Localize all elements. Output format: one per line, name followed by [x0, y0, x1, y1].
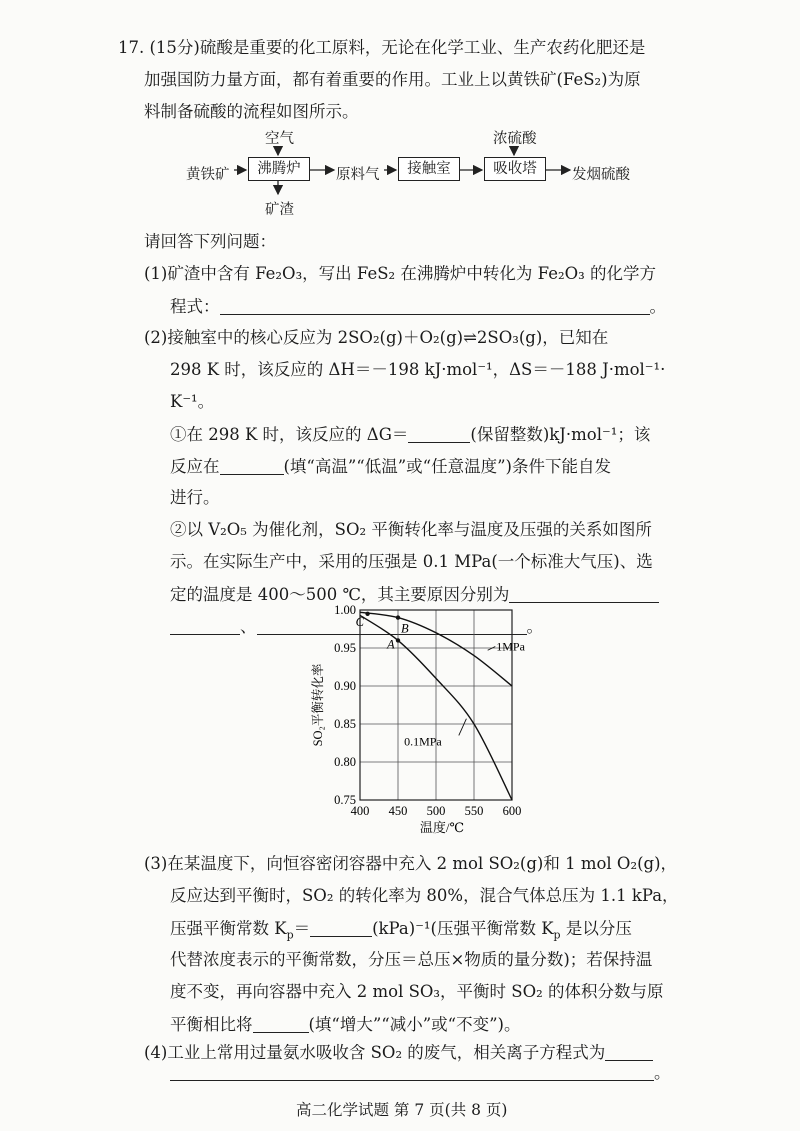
- flow-contact-box: 接触室: [398, 157, 460, 181]
- q3-line-4: 代替浓度表示的平衡常数，分压＝总压×物质的量分数)；若保持温: [170, 950, 653, 969]
- flow-gas: 原料气: [336, 167, 380, 183]
- q2-delta-g-blank[interactable]: [408, 426, 470, 443]
- flow-furnace-box: 沸腾炉: [248, 157, 310, 181]
- q3-text-6b: (填“增大”“减小”或“不变”)。: [308, 1015, 521, 1034]
- q4-line-1: [144, 1044, 653, 1062]
- point-label-B: B: [401, 621, 409, 636]
- q3-text-6a: 平衡相比将: [170, 1015, 253, 1034]
- q2-sub2-text-c: 定的温度是 400～500 ℃，其主要原因分别为: [170, 585, 510, 604]
- y-tick-label: 0.95: [334, 641, 356, 655]
- point-label-A: A: [387, 637, 395, 652]
- q1-end: 。: [649, 297, 666, 316]
- q2-line-2: 298 K 时，该反应的 ΔH＝－198 kJ·mol⁻¹，ΔS＝－188 J·mol⁻¹·: [170, 360, 666, 379]
- q2-sub1-line-2: [170, 458, 611, 476]
- q3-line-6: [170, 1016, 521, 1034]
- series-label-leader: [459, 719, 467, 736]
- q3-line-3: [170, 920, 632, 940]
- flow-absorber-box: 吸收塔: [484, 157, 546, 181]
- so2-conversion-chart: [300, 598, 540, 848]
- q1-line-1: (1)矿渣中含有 Fe₂O₃，写出 FeS₂ 在沸腾炉中转化为 Fe₂O₃ 的化学方: [144, 264, 656, 283]
- q3-text-c: (kPa)⁻¹(压强平衡常数 K: [372, 919, 554, 938]
- q2-temperature-blank[interactable]: [220, 458, 284, 475]
- q4-text: (4)工业上常用过量氨水吸收含 SO₂ 的废气，相关离子方程式为: [144, 1043, 606, 1062]
- y-tick-label: 0.75: [334, 793, 356, 807]
- x-tick-label: 500: [426, 804, 446, 818]
- q2-sub1-line-1: [170, 426, 650, 444]
- q2-sub2-line-1: ②以 V₂O₅ 为催化剂，SO₂ 平衡转化率与温度及压强的关系如图所: [170, 520, 652, 539]
- q3-kp-label: 压强平衡常数 K: [170, 919, 287, 938]
- data-point-A: [396, 638, 400, 642]
- q3-line-2: 反应达到平衡时，SO₂ 的转化率为 80%，混合气体总压为 1.1 kPa，: [170, 886, 679, 905]
- y-tick-label: 0.90: [334, 679, 356, 693]
- q2-sub2-line-2: 示。在实际生产中，采用的压强是 0.1 MPa(一个标准大气压)、选: [170, 552, 653, 571]
- q2-line-3: K⁻¹。: [170, 392, 215, 411]
- x-tick-label: 550: [464, 804, 484, 818]
- q3-kp-sub: p: [286, 928, 294, 942]
- question-line-2: 加强国防力量方面，都有着重要的作用。工业上以黄铁矿(FeS₂)为原: [144, 70, 641, 89]
- flow-air: 空气: [265, 131, 294, 147]
- question-line-1: 17. (15分)硫酸是重要的化工原料，无论在化学工业、生产农药化肥还是: [118, 38, 646, 57]
- q3-line-5: 度不变，再向容器中充入 2 mol SO₃，平衡时 SO₂ 的体积分数与原: [170, 982, 664, 1001]
- flow-arrows: [0, 0, 800, 220]
- q1-line-2: [170, 298, 666, 316]
- flow-acid: 浓硫酸: [493, 131, 537, 147]
- q2-sub1-text-a: ①在 298 K 时，该反应的 ΔG＝: [170, 425, 409, 444]
- x-tick-label: 600: [502, 804, 522, 818]
- q1-label: 程式：: [170, 297, 220, 316]
- flow-slag: 矿渣: [265, 202, 294, 218]
- q3-text-d: 是以分压: [560, 919, 632, 938]
- answer-prompt: 请回答下列问题：: [144, 232, 276, 251]
- page-footer: 高二化学试题 第 7 页(共 8 页): [296, 1101, 508, 1119]
- flow-output: 发烟硫酸: [572, 167, 630, 183]
- q4-end: 。: [654, 1063, 671, 1082]
- x-tick-label: 450: [388, 804, 408, 818]
- y-tick-label: 0.80: [334, 755, 356, 769]
- q2-line-1: (2)接触室中的核心反应为 2SO₂(g)＋O₂(g)⇌2SO₃(g)，已知在: [144, 328, 609, 347]
- q3-kp-sub-2: p: [553, 928, 561, 942]
- q3-fraction-blank[interactable]: [253, 1016, 309, 1033]
- point-label-C: C: [355, 614, 364, 629]
- q4-line-2: [170, 1064, 671, 1082]
- q3-kp-blank[interactable]: [310, 920, 372, 937]
- q2-end: 。: [526, 617, 543, 636]
- process-flow-diagram: [0, 0, 800, 220]
- x-axis-label: 温度/℃: [419, 820, 465, 835]
- series-label: 0.1MPa: [404, 734, 442, 749]
- q4-blank-1[interactable]: [605, 1044, 653, 1061]
- y-axis-label: SO₂平衡转化率: [311, 663, 325, 747]
- y-tick-label: 0.85: [334, 717, 356, 731]
- q4-blank-2[interactable]: [170, 1064, 654, 1081]
- flow-input: 黄铁矿: [186, 167, 230, 183]
- series-label: 1MPa: [496, 639, 525, 654]
- q2-sub1-text-d: (填“高温”“低温”或“任意温度”)条件下能自发: [283, 457, 611, 476]
- q2-sub1-line-3: 进行。: [170, 488, 220, 507]
- data-point-C: [365, 612, 369, 616]
- y-tick-label: 1.00: [334, 603, 356, 617]
- question-line-3: 料制备硫酸的流程如图所示。: [144, 102, 359, 121]
- q3-line-1: (3)在某温度下，向恒容密闭容器中充入 2 mol SO₂(g)和 1 mol O₂(g)，: [144, 854, 678, 873]
- q2-reason-blank-2[interactable]: [170, 618, 240, 635]
- q2-sub1-text-b: (保留整数)kJ·mol⁻¹；该: [470, 425, 651, 444]
- q3-equals: ＝: [293, 919, 311, 938]
- q2-separator: 、: [240, 617, 257, 636]
- x-tick-label: 400: [350, 804, 370, 818]
- q1-answer-blank[interactable]: [220, 298, 650, 315]
- data-point-B: [396, 615, 400, 619]
- q2-sub1-text-c: 反应在: [170, 457, 220, 476]
